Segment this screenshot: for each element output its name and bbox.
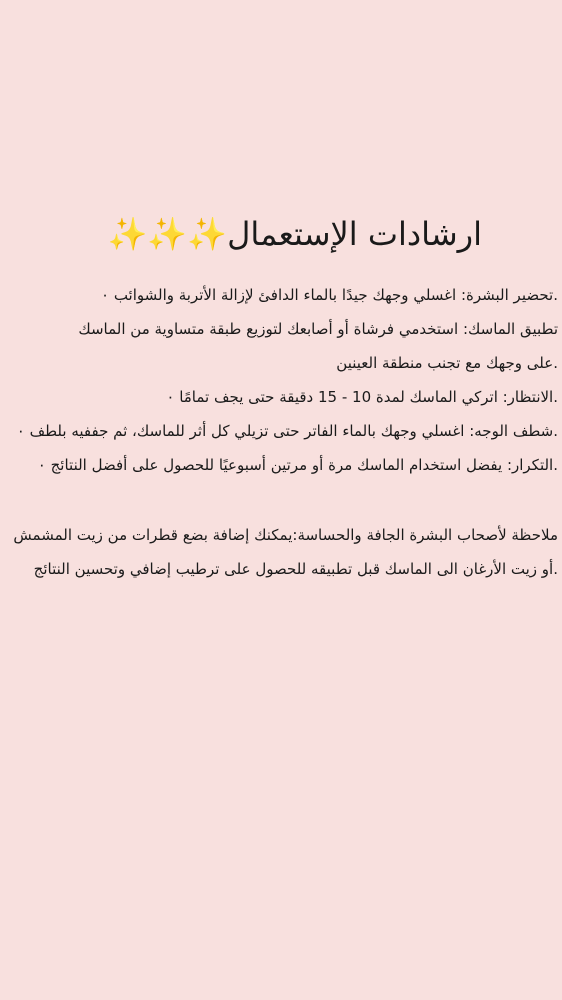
note-block bbox=[0, 518, 558, 586]
instruction-line: .على وجهك مع تجنب منطقة العينين bbox=[336, 354, 558, 372]
instructions-list bbox=[0, 278, 558, 482]
instruction-line: .التكرار: يفضل استخدام الماسك مرة أو مرتين أسبوعيًا للحصول على أفضل النتائج ٠ bbox=[37, 456, 558, 474]
title-text: ارشادات الإستعمال bbox=[227, 215, 482, 253]
instruction-line: تطبيق الماسك: استخدمي فرشاة أو أصابعك لتوزيع طبقة متساوية من الماسك bbox=[78, 320, 558, 338]
page-title bbox=[0, 212, 482, 256]
note-line: ملاحظة لأصحاب البشرة الجافة والحساسة:يمكنك إضافة بضع قطرات من زيت المشمش bbox=[13, 526, 558, 544]
instruction-line: .الانتظار: اتركي الماسك لمدة 10 - 15 دقيقة حتى يجف تمامًا ٠ bbox=[166, 388, 558, 406]
instruction-line: .شطف الوجه: اغسلي وجهك بالماء الفاتر حتى تزيلي كل أثر للماسك، ثم جففيه بلطف ٠ bbox=[16, 422, 558, 440]
note-line: .أو زيت الأرغان الى الماسك قبل تطبيقه للحصول على ترطيب إضافي وتحسين النتائج bbox=[33, 560, 558, 578]
sparkles-icon: ✨✨✨ bbox=[107, 215, 228, 253]
instruction-line: .تحضير البشرة: اغسلي وجهك جيدًا بالماء الدافئ لإزالة الأتربة والشوائب ٠ bbox=[100, 286, 558, 304]
